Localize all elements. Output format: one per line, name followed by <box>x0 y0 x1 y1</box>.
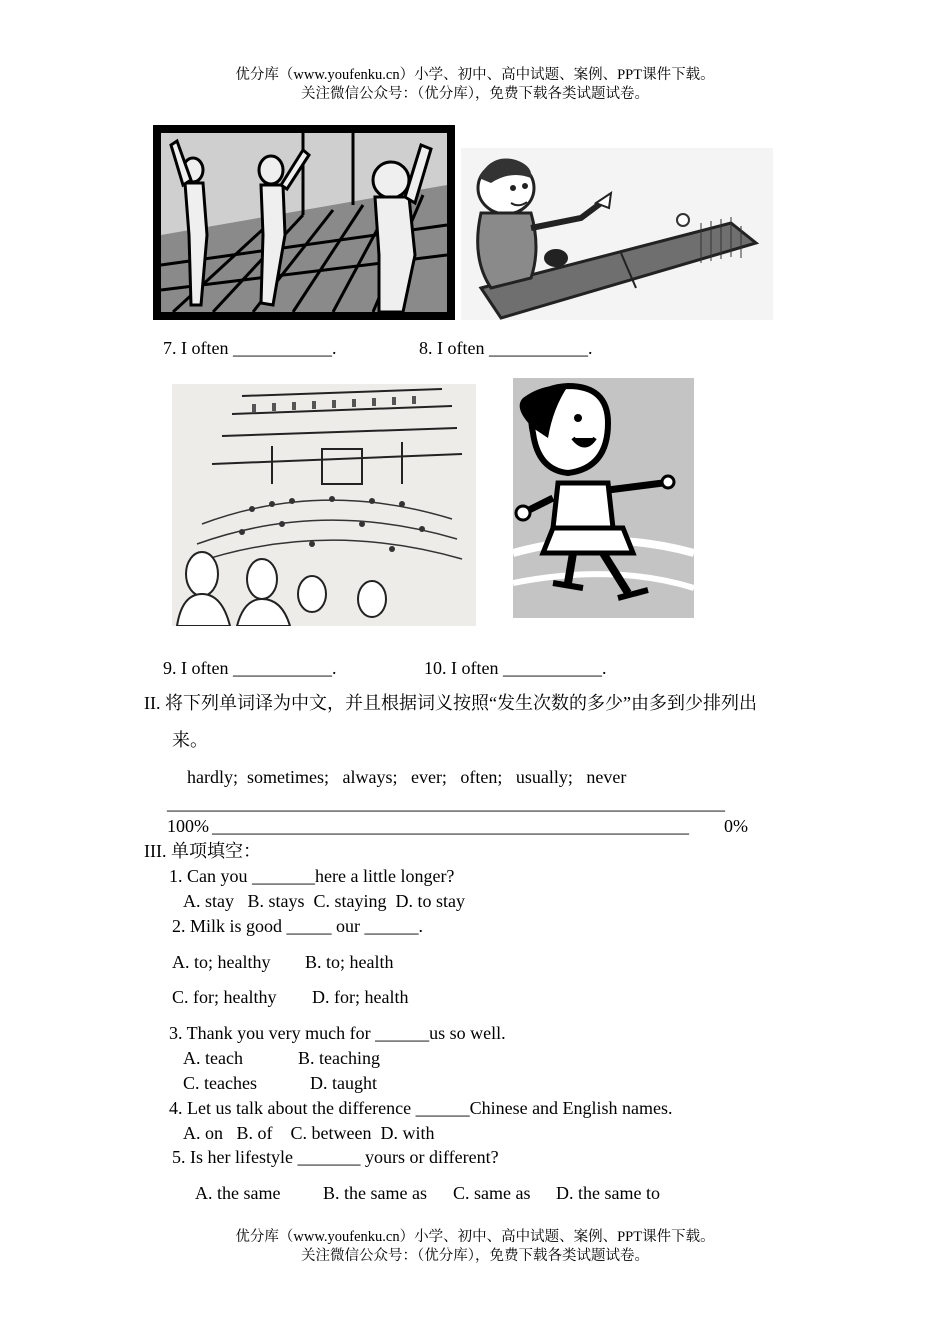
scale-blank-line: _____________________________________________________ <box>212 816 689 836</box>
question-3-5-option-d: D. the same to <box>556 1183 660 1203</box>
question-3-2-option-d: D. for; health <box>312 987 409 1007</box>
scale-left-label: 100% <box>167 816 209 836</box>
question-3-5: 5. Is her lifestyle _______ yours or different? <box>172 1147 499 1167</box>
section-3-title: III. 单项填空： <box>144 841 261 861</box>
answer-blank-line: ______________________________________________________________ <box>167 793 725 813</box>
skating-girl-icon <box>513 378 694 618</box>
question-3-1: 1. Can you _______here a little longer? <box>169 866 455 886</box>
question-3-3-option-c: C. teaches <box>183 1073 257 1093</box>
parliament-hall-icon <box>172 384 476 626</box>
footer-line-2: 关注微信公众号：（优分库），免费下载各类试题试卷。 <box>301 1248 649 1264</box>
question-3-4: 4. Let us talk about the difference ______Chinese and English names. <box>169 1098 673 1118</box>
question-3-2-option-c: C. for; healthy <box>172 987 277 1007</box>
question-7: 7. I often ___________. <box>163 338 337 358</box>
question-10: 10. I often ___________. <box>424 658 607 678</box>
section-2-title-cont: 来。 <box>172 730 208 750</box>
question-3-2-option-a: A. to; healthy <box>172 952 271 972</box>
question-3-2: 2. Milk is good _____ our ______. <box>172 916 424 936</box>
question-3-3: 3. Thank you very much for ______us so well. <box>169 1023 506 1043</box>
question-9: 9. I often ___________. <box>163 658 337 678</box>
header-line-2: 关注微信公众号：（优分库），免费下载各类试题试卷。 <box>301 86 649 102</box>
question-3-3-option-b: B. teaching <box>298 1048 380 1068</box>
question-3-3-option-d: D. taught <box>310 1073 377 1093</box>
question-3-3-option-a: A. teach <box>183 1048 243 1068</box>
question-3-4-options: A. on B. of C. between D. with <box>183 1123 435 1143</box>
scale-right-label: 0% <box>724 816 748 836</box>
question-3-5-option-a: A. the same <box>195 1183 281 1203</box>
question-3-1-options: A. stay B. stays C. staying D. to stay <box>183 891 465 911</box>
question-8: 8. I often ___________. <box>419 338 593 358</box>
table-tennis-boy-icon <box>461 148 773 320</box>
section-2-title: II. 将下列单词译为中文，并且根据词义按照“发生次数的多少”由多到少排列出 <box>144 693 757 713</box>
header-line-1: 优分库（www.youfenku.cn）小学、初中、高中试题、案例、PPT课件下载。 <box>235 67 715 83</box>
question-3-5-option-c: C. same as <box>453 1183 531 1203</box>
ballet-dancers-icon <box>153 125 455 320</box>
footer-line-1: 优分库（www.youfenku.cn）小学、初中、高中试题、案例、PPT课件下载。 <box>235 1229 715 1245</box>
word-list: hardly; sometimes; always; ever; often; usually; never <box>187 767 627 787</box>
question-3-2-option-b: B. to; health <box>305 952 394 972</box>
question-3-5-option-b: B. the same as <box>323 1183 427 1203</box>
